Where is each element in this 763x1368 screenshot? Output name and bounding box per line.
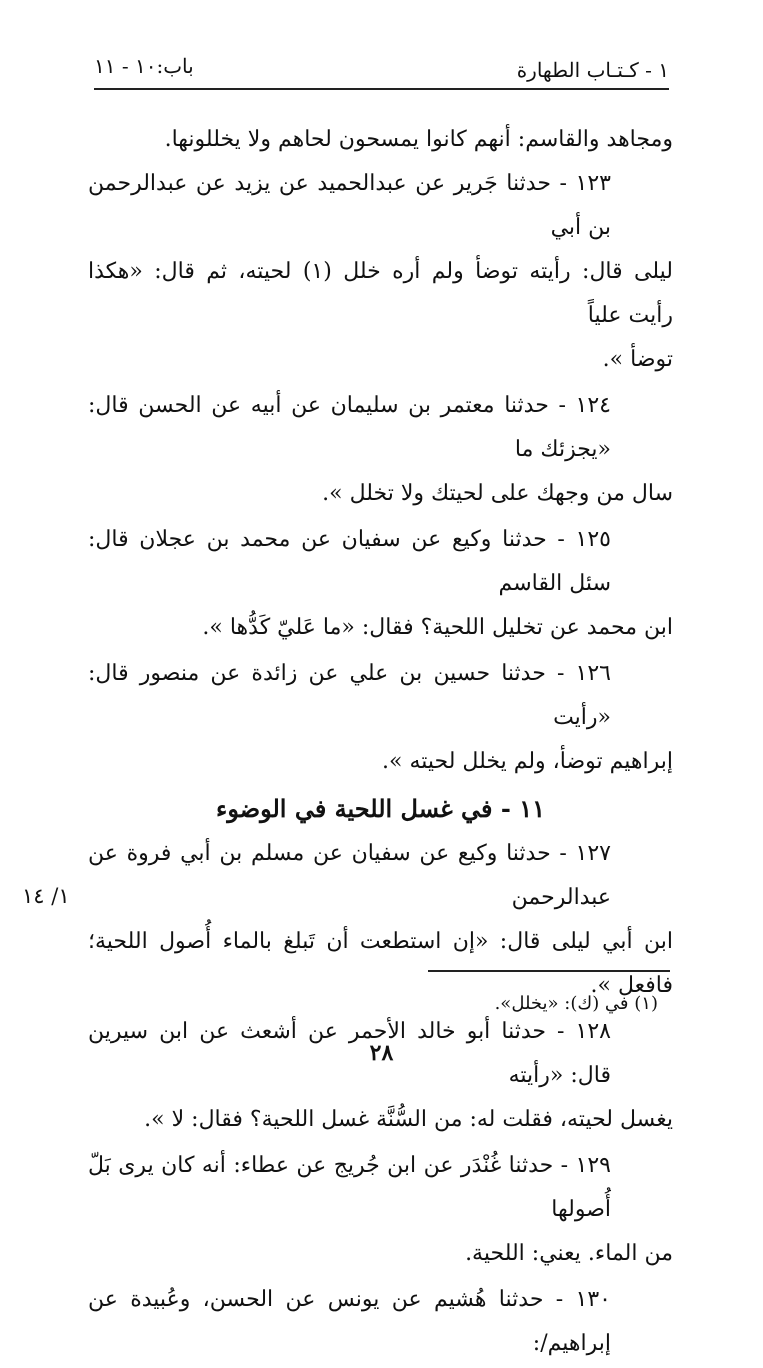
text-line: ١٢٤ - حدثنا معتمر بن سليمان عن أبيه عن الحسن قال: «يجزئك ما bbox=[88, 393, 611, 462]
section-range: باب:١٠ - ١١ bbox=[94, 54, 194, 78]
text-line: ليلى قال: رأيته توضأ ولم أره خلل (١) لحيته، ثم قال: «هكذا رأيت علياً bbox=[88, 259, 673, 328]
running-header bbox=[94, 52, 669, 92]
text-line: سال من وجهك على لحيتك ولا تخلل ». bbox=[322, 481, 673, 506]
text-line: ١٢٣ - حدثنا جَرير عن عبدالحميد عن يزيد عن عبدالرحمن بن أبي bbox=[88, 171, 611, 240]
footnote: (١) في (ك): «يخلل». bbox=[494, 993, 658, 1014]
text-line: توضأ ». bbox=[602, 347, 673, 372]
hadith-127 bbox=[88, 832, 673, 1008]
text-line: يغسل لحيته، فقلت له: من السُّنَّة غسل اللحية؟ فقال: لا ». bbox=[144, 1107, 673, 1132]
text-line: ١٢٧ - حدثنا وكيع عن سفيان عن مسلم بن أبي فروة عن عبدالرحمن bbox=[88, 841, 611, 910]
main-text bbox=[88, 118, 673, 1368]
footnote-rule bbox=[428, 970, 670, 972]
section-heading: ١١ - في غسل اللحية في الوضوء bbox=[216, 794, 545, 823]
hadith-123 bbox=[88, 162, 673, 382]
hadith-129 bbox=[88, 1144, 673, 1276]
text-line: ابن أبي ليلى قال: «إن استطعت أن تَبلغ بالماء أُصول اللحية؛ فافعل ». bbox=[88, 929, 673, 998]
text-line: من الماء. يعني: اللحية. bbox=[465, 1241, 673, 1266]
text-line: ابن محمد عن تخليل اللحية؟ فقال: «ما عَليّ كَدُّها ». bbox=[202, 615, 673, 640]
text-line: ١٢٩ - حدثنا غُنْدَر عن ابن جُريج عن عطاء: أنه كان يرى بَلّ أُصولها bbox=[88, 1153, 611, 1222]
header-rule bbox=[94, 88, 669, 90]
text-line: ١٣٠ - حدثنا هُشيم عن يونس عن الحسن، وعُبيدة عن إبراهيم/: bbox=[88, 1287, 611, 1356]
text-line: ١٢٦ - حدثنا حسين بن علي عن زائدة عن منصور قال: «رأيت bbox=[88, 661, 611, 730]
text-line: ١٢٨ - حدثنا أبو خالد الأحمر عن أشعث عن ابن سيرين قال: «رأيته bbox=[88, 1019, 611, 1088]
hadith-130 bbox=[88, 1278, 673, 1366]
chapter-title: ١ - كـتـاب الطهارة bbox=[516, 58, 669, 82]
hadith-124 bbox=[88, 384, 673, 516]
margin-note: ١/ ١٤ bbox=[22, 884, 70, 908]
hadith-128 bbox=[88, 1010, 673, 1142]
text-line: ومجاهد والقاسم: أنهم كانوا يمسحون لحاهم ولا يخللونها. bbox=[164, 127, 673, 152]
text-line: ١٢٥ - حدثنا وكيع عن سفيان عن محمد بن عجلان قال: سئل القاسم bbox=[88, 527, 611, 596]
hadith-126 bbox=[88, 652, 673, 784]
text-line: إبراهيم توضأ، ولم يخلل لحيته ». bbox=[382, 749, 673, 774]
page-number: ٢٨ bbox=[369, 1040, 394, 1066]
hadith-125 bbox=[88, 518, 673, 650]
